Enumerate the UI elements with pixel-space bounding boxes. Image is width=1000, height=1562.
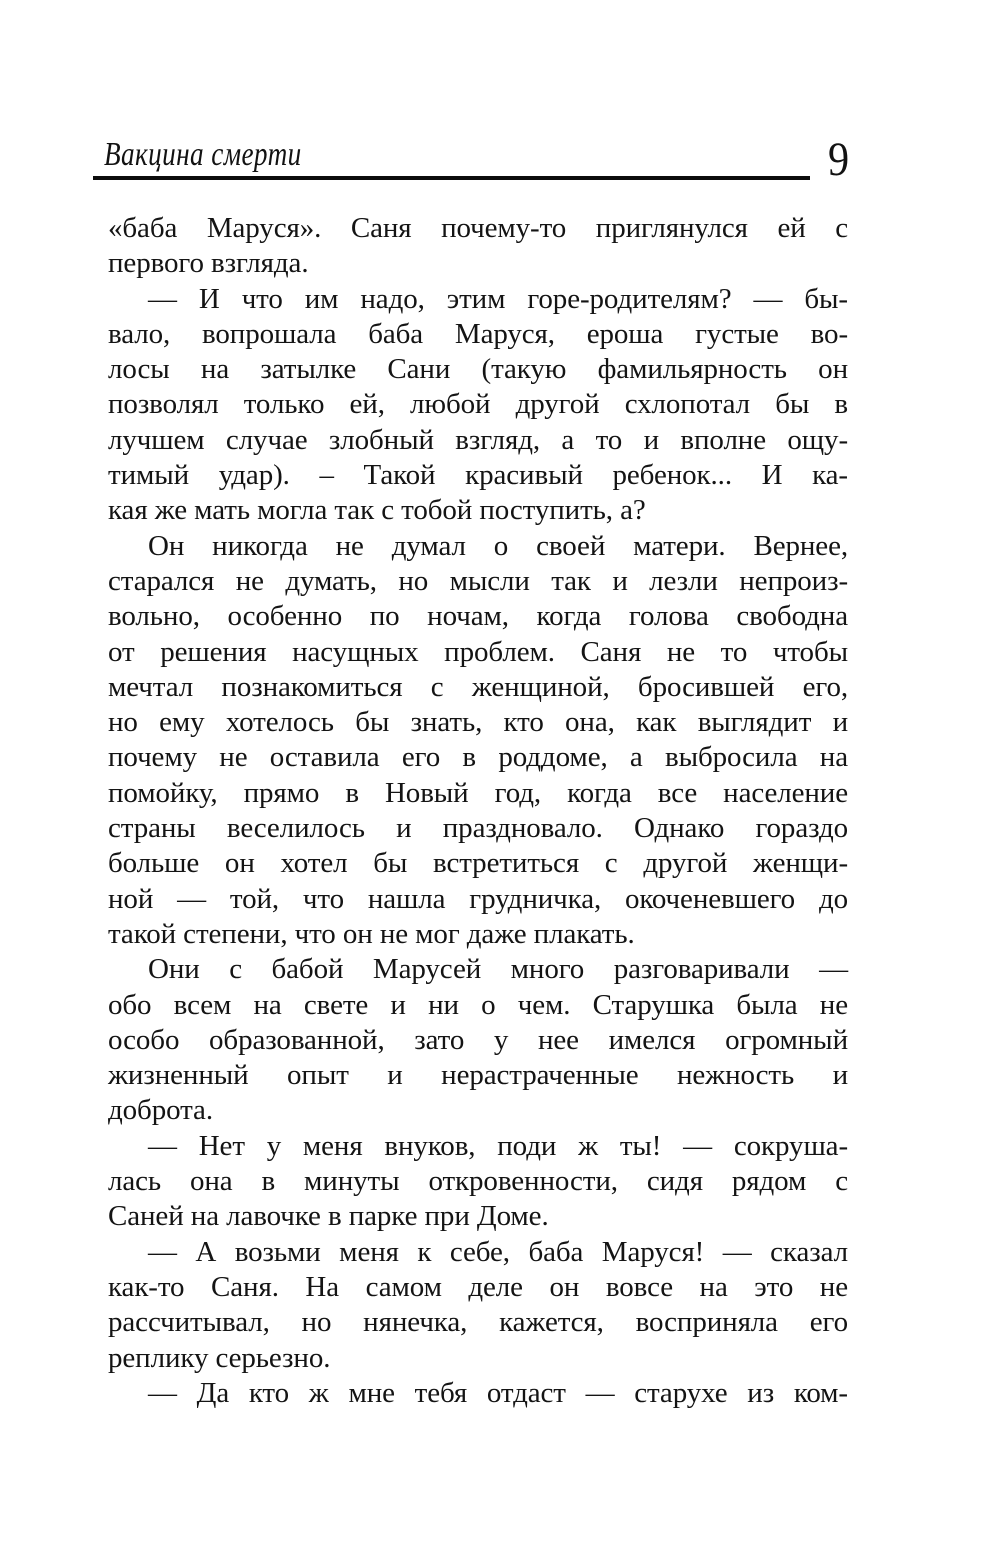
paragraph xyxy=(108,1129,848,1235)
text-line: вольно, особенно по ночам, когда голова свободна xyxy=(108,600,848,633)
text-line: лосы на затылке Сани (такую фамильярность он xyxy=(108,353,848,386)
page-number: 9 xyxy=(828,133,850,186)
running-head-title: Вакцина смерти xyxy=(104,136,302,173)
text-line: больше он хотел бы встретиться с другой женщи- xyxy=(108,847,848,880)
text-line: — А возьми меня к себе, баба Маруся! — сказал xyxy=(148,1235,848,1268)
text-line: лась она в минуты откровенности, сидя рядом с xyxy=(108,1165,848,1198)
paragraph xyxy=(108,1376,848,1411)
text-line: рассчитывал, но нянечка, кажется, восприняла его xyxy=(108,1306,848,1339)
paragraph xyxy=(108,282,848,529)
text-line: позволял только ей, любой другой схлопотал бы в xyxy=(108,388,848,421)
text-line: — Нет у меня внуков, поди ж ты! — сокруша- xyxy=(148,1129,848,1162)
text-line: — И что им надо, этим горе-родителям? — бы- xyxy=(148,282,848,315)
paragraph xyxy=(108,952,848,1128)
text-line: Он никогда не думал о своей матери. Вернее, xyxy=(148,529,848,562)
body-text xyxy=(108,211,848,1411)
paragraph xyxy=(108,211,848,282)
text-line: кая же мать могла так с тобой поступить, а? xyxy=(108,494,646,527)
text-line: ной — той, что нашла грудничка, окоченевшего до xyxy=(108,882,848,915)
text-line: обо всем на свете и ни о чем. Старушка была не xyxy=(108,988,848,1021)
header-rule-divider xyxy=(93,176,810,180)
paragraph xyxy=(108,1235,848,1376)
text-line: такой степени, что он не мог даже плакать. xyxy=(108,917,635,950)
text-line: жизненный опыт и нерастраченные нежность и xyxy=(108,1059,848,1092)
text-line: Саней на лавочке в парке при Доме. xyxy=(108,1200,549,1233)
text-line: как-то Саня. На самом деле он вовсе на это не xyxy=(108,1270,848,1303)
text-line: помойку, прямо в Новый год, когда все население xyxy=(108,776,848,809)
text-line: страны веселилось и праздновало. Однако гораздо xyxy=(108,812,848,845)
text-line: первого взгляда. xyxy=(108,247,309,280)
text-line: особо образованной, зато у нее имелся огромный xyxy=(108,1023,848,1056)
text-line: реплику серьезно. xyxy=(108,1341,331,1374)
text-line: доброта. xyxy=(108,1094,213,1127)
text-line: почему не оставила его в роддоме, а выбросила на xyxy=(108,741,848,774)
text-line: — Да кто ж мне тебя отдаст — старухе из ком- xyxy=(148,1376,848,1409)
text-line: от решения насущных проблем. Саня не то чтобы xyxy=(108,635,848,668)
text-line: «баба Маруся». Саня почему-то приглянулся ей с xyxy=(108,212,848,244)
text-line: вало, вопрошала баба Маруся, ероша густые во- xyxy=(108,317,848,350)
text-line: старался не думать, но мысли так и лезли непроиз- xyxy=(108,564,848,597)
text-line: Они с бабой Марусей много разговаривали — xyxy=(148,953,848,986)
text-line: мечтал познакомиться с женщиной, бросившей его, xyxy=(108,670,848,703)
text-line: лучшем случае злобный взгляд, а то и вполне ощу- xyxy=(108,423,848,456)
text-line: но ему хотелось бы знать, кто она, как выглядит и xyxy=(108,706,848,739)
text-line: тимый удар). – Такой красивый ребенок... И ка- xyxy=(108,459,848,492)
paragraph xyxy=(108,529,848,953)
